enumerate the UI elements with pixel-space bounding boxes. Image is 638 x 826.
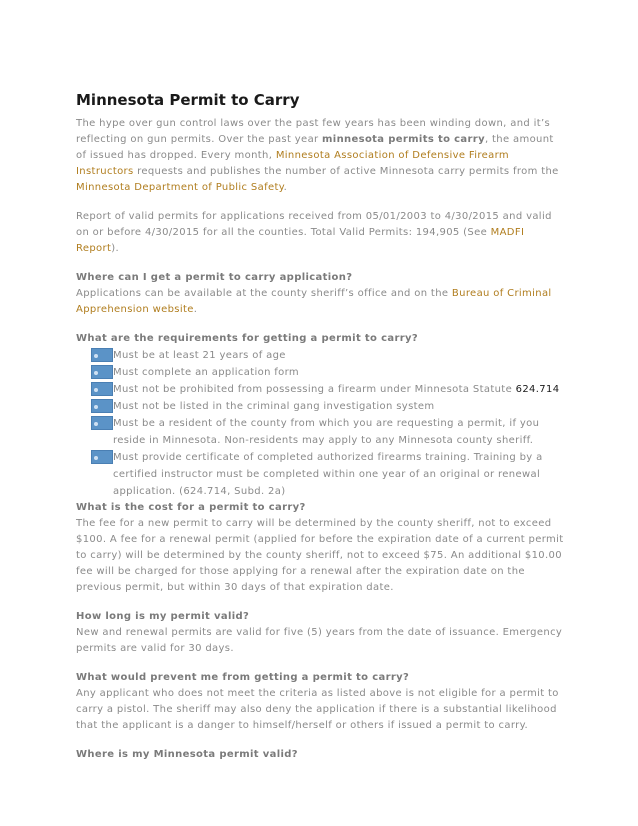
question-application-where: Where can I get a permit to carry application? — [76, 272, 353, 283]
dps-link[interactable]: Minnesota Department of Public Safety — [76, 182, 284, 193]
bullet-icon — [91, 365, 113, 379]
intro-text-2: , the amount of issued has dropped. Every month, — [76, 134, 554, 161]
application-text-2: . — [193, 304, 198, 315]
list-item: Must not be prohibited from possessing a firearm under Minnesota Statute 624.714 — [76, 381, 566, 398]
report-text-2: ). — [111, 243, 120, 254]
list-item: Must be a resident of the county from which you are requesting a permit, if you reside in Minnesota. Non-residents may apply to any Minnesota county sheriff. — [76, 415, 566, 449]
list-item: Must be at least 21 years of age — [76, 347, 566, 364]
intro-text-3: requests and publishes the number of active Minnesota carry permits from the — [133, 166, 559, 177]
list-item: Must not be listed in the criminal gang investigation system — [76, 398, 566, 415]
madfi-link[interactable]: Minnesota Association of Defensive Firearm Instructors — [76, 150, 509, 177]
report-text-1: Report of valid permits for applications received from 05/01/2003 to 4/30/2015 and valid on or before 4/30/2015 for all the counties. Total Valid Permits: 194,905 (See — [76, 211, 552, 238]
intro-paragraph — [76, 116, 566, 196]
bullet-icon — [91, 416, 113, 430]
page-title: Minnesota Permit to Carry — [76, 91, 300, 109]
bullet-icon — [91, 399, 113, 413]
statute-624714-link[interactable]: 624.714 — [515, 384, 560, 395]
intro-text-1: The hype over gun control laws over the past few years has been winding down, and it’s reflecting on gun permits. Over the past year — [76, 118, 551, 145]
bullet-icon — [91, 348, 113, 362]
list-item: Must provide certificate of completed authorized firearms training. Training by a certified instructor must be completed within one year of an original or renewal application. (624.714, Subd. 2a) — [76, 449, 566, 500]
intro-bold-keyword: minnesota permits to carry — [322, 134, 485, 145]
prevent-answer: Any applicant who does not meet the criteria as listed above is not eligible for a permit to carry a pistol. The sheriff may also deny the application if there is a substantial likelihood that the applicant is a danger to himself/herself or others if issued a permit to carry. — [76, 688, 559, 731]
list-item: Must complete an application form — [76, 364, 566, 381]
document-page — [76, 90, 566, 763]
cost-answer: The fee for a new permit to carry will be determined by the county sheriff, not to exceed $100. A fee for a renewal permit (applied for before the expiration date of a current permit to carry) will be determined by the county sheriff, not to exceed $75. An additional $10.00 fee will be charged for those applying for a renewal after the expiration date on the previous permit, but within 30 days of that expiration date. — [76, 518, 564, 593]
question-prevent: What would prevent me from getting a permit to carry? — [76, 672, 410, 683]
question-cost: What is the cost for a permit to carry? — [76, 502, 306, 513]
question-where-valid: Where is my Minnesota permit valid? — [76, 749, 298, 760]
intro-text-4: . — [283, 182, 288, 193]
application-text-1: Applications can be available at the county sheriff’s office and on the — [76, 288, 452, 299]
application-answer — [76, 286, 566, 318]
validity-answer: New and renewal permits are valid for five (5) years from the date of issuance. Emergency permits are valid for 30 days. — [76, 627, 563, 654]
question-requirements: What are the requirements for getting a permit to carry? — [76, 333, 419, 344]
bullet-icon — [91, 450, 113, 464]
bca-website-link[interactable]: Bureau of Criminal Apprehension website — [76, 288, 552, 315]
question-validity-duration: How long is my permit valid? — [76, 611, 250, 622]
report-paragraph — [76, 209, 566, 257]
bullet-icon — [91, 382, 113, 396]
madfi-report-link[interactable]: MADFI Report — [76, 227, 525, 254]
requirements-list — [76, 347, 566, 500]
